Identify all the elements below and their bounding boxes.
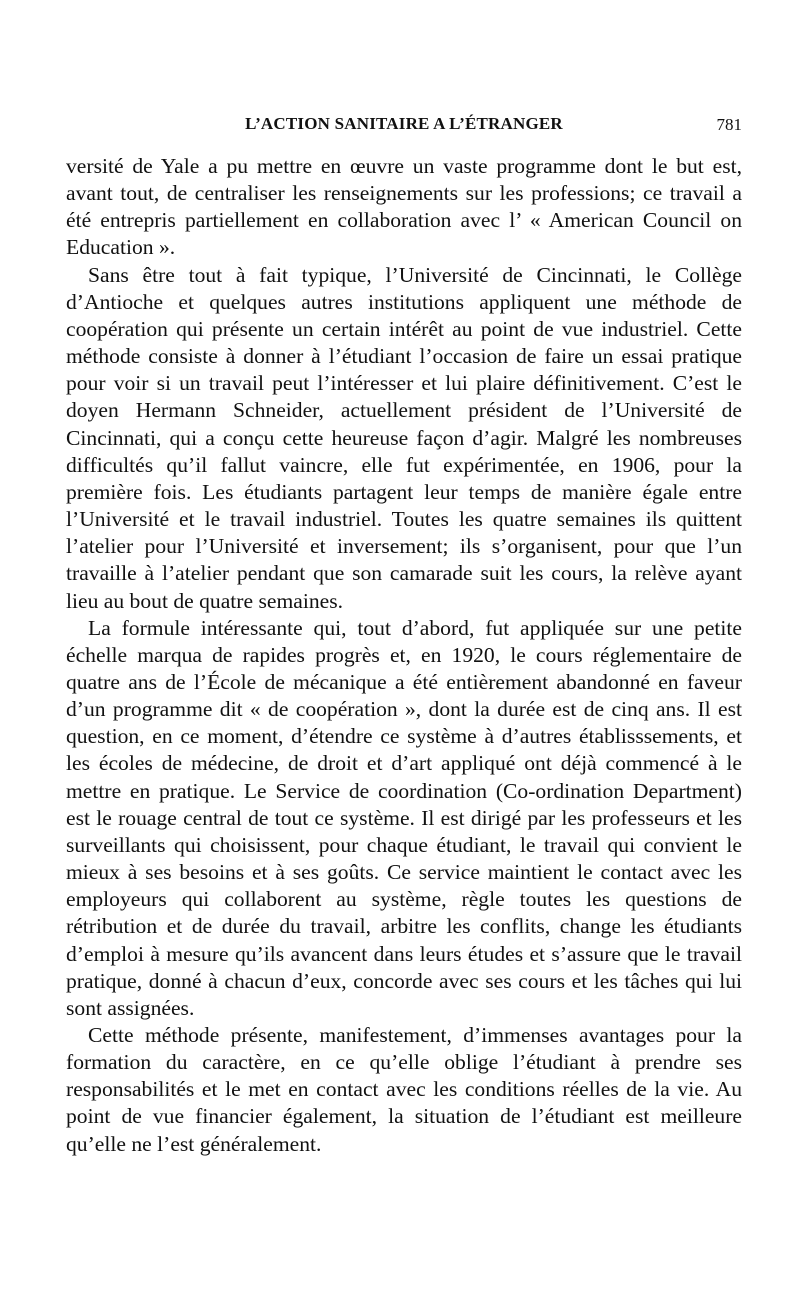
body-text xyxy=(66,153,742,1158)
paragraph-advantages: Cette méthode présente, manifestement, d’immenses avantages pour la formation du caractère, en ce qu’elle oblige l’étudiant à prendre ses responsabilités et le met en contact avec les conditions réelles de la vie. Au point de vue financier également, la situation de l’étudiant est meilleure qu’elle ne l’est généralement. xyxy=(66,1023,742,1156)
paragraph-continuation: versité de Yale a pu mettre en œuvre un vaste programme dont le but est, avant tout, de centraliser les renseignements sur les professions; ce travail a été entrepris partiellement en collaboration avec l’ « American Council on Education ». xyxy=(66,154,742,260)
page-number: 781 xyxy=(716,115,742,134)
running-header xyxy=(66,114,742,140)
paragraph-cooperation-program: La formule intéressante qui, tout d’abord, fut appliquée sur une petite échelle marqua de rapides progrès et, en 1920, le cours réglementaire de quatre ans de l’École de mécanique a été entièrement abandonné en faveur d’un programme dit « de coopération », dont la durée est de cinq ans. Il est question, en ce moment, d’étendre ce système à d’autres établisssements, et les écoles de médecine, de droit et d’art appliqué ont déjà commencé à le mettre en pratique. Le Service de coordination (Co-ordination Department) est le rouage central de tout ce système. Il est dirigé par les professeurs et les surveillants qui choisissent, pour chaque étudiant, le travail qui convient le mieux à ses besoins et à ses goûts. Ce service maintient le contact avec les employeurs qui collaborent au système, règle toutes les questions de rétribution et de durée du travail, arbitre les conflits, change les étudiants d’emploi à mesure qu’ils avancent dans leurs études et s’assure que le travail pratique, donné à chacun d’eux, concorde avec ses cours et les tâches qui lui sont assignées. xyxy=(66,615,742,1020)
running-title: L’ACTION SANITAIRE A L’ÉTRANGER xyxy=(245,114,563,133)
paragraph-cincinnati-method: Sans être tout à fait typique, l’Université de Cincinnati, le Collège d’Antioche et quelques autres institutions appliquent une méthode de coopération qui présente un certain intérêt au point de vue industriel. Cette méthode consiste à donner à l’étudiant l’occasion de faire un essai pratique pour voir si un travail peut l’intéresser et lui plaire définitivement. C’est le doyen Hermann Schneider, actuellement président de l’Université de Cincinnati, qui a conçu cette heureuse façon d’agir. Malgré les nombreuses difficultés qu’il fallut vaincre, elle fut expérimentée, en 1906, pour la première fois. Les étudiants partagent leur temps de manière égale entre l’Université et le travail industriel. Toutes les quatre semaines ils quittent l’atelier pour l’Université et inversement; ils s’organisent, pour que l’un travaille à l’atelier pendant que son camarade suit les cours, la relève ayant lieu au bout de quatre semaines. xyxy=(66,262,742,613)
